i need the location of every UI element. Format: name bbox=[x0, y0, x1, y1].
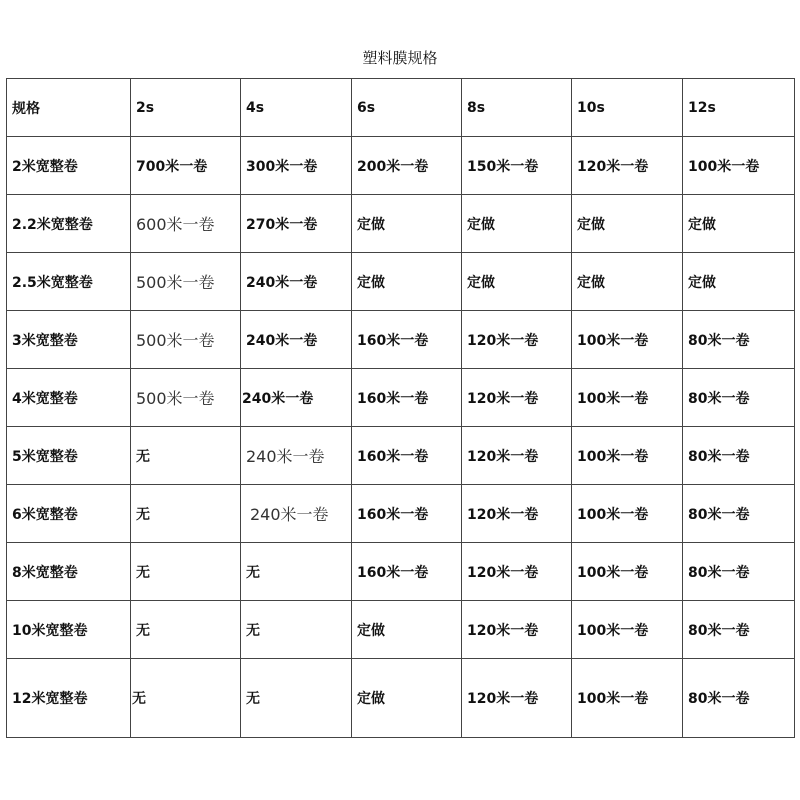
table-cell: 100米一卷 bbox=[683, 137, 795, 195]
table-cell: 2.5米宽整卷 bbox=[7, 253, 131, 311]
table-cell: 100米一卷 bbox=[572, 311, 683, 369]
table-row bbox=[7, 311, 795, 369]
table-cell: 150米一卷 bbox=[462, 137, 572, 195]
table-cell: 240米一卷 bbox=[241, 427, 352, 485]
header-cell: 2s bbox=[131, 79, 241, 137]
table-cell: 80米一卷 bbox=[683, 543, 795, 601]
page-title: 塑料膜规格 bbox=[362, 49, 438, 67]
header-cell: 12s bbox=[683, 79, 795, 137]
header-cell: 8s bbox=[462, 79, 572, 137]
table-cell: 120米一卷 bbox=[462, 601, 572, 659]
table-cell: 80米一卷 bbox=[683, 311, 795, 369]
header-cell: 4s bbox=[241, 79, 352, 137]
table-cell: 160米一卷 bbox=[352, 485, 462, 543]
table-cell: 定做 bbox=[352, 253, 462, 311]
table-cell: 100米一卷 bbox=[572, 485, 683, 543]
table-cell: 12米宽整卷 bbox=[7, 659, 131, 738]
table-cell: 160米一卷 bbox=[352, 311, 462, 369]
table-cell: 270米一卷 bbox=[241, 195, 352, 253]
table-cell: 700米一卷 bbox=[131, 137, 241, 195]
table-cell: 100米一卷 bbox=[572, 427, 683, 485]
table-cell: 120米一卷 bbox=[462, 427, 572, 485]
table-cell: 无 bbox=[131, 543, 241, 601]
table-cell: 定做 bbox=[352, 195, 462, 253]
table-cell: 240米一卷 bbox=[241, 253, 352, 311]
table-row bbox=[7, 137, 795, 195]
table-cell: 无 bbox=[241, 543, 352, 601]
table-cell: 定做 bbox=[572, 253, 683, 311]
table-cell: 160米一卷 bbox=[352, 369, 462, 427]
table-cell: 80米一卷 bbox=[683, 659, 795, 738]
table-cell: 8米宽整卷 bbox=[7, 543, 131, 601]
table-cell: 200米一卷 bbox=[352, 137, 462, 195]
table-cell: 120米一卷 bbox=[462, 543, 572, 601]
table-cell: 300米一卷 bbox=[241, 137, 352, 195]
table-cell: 240米一卷 bbox=[241, 369, 352, 427]
header-cell: 6s bbox=[352, 79, 462, 137]
table-cell: 500米一卷 bbox=[131, 253, 241, 311]
table-cell: 4米宽整卷 bbox=[7, 369, 131, 427]
table-cell: 100米一卷 bbox=[572, 369, 683, 427]
spec-table bbox=[6, 78, 795, 738]
table-cell: 80米一卷 bbox=[683, 601, 795, 659]
table-cell: 160米一卷 bbox=[352, 543, 462, 601]
table-cell: 80米一卷 bbox=[683, 485, 795, 543]
table-row bbox=[7, 427, 795, 485]
table-cell: 无 bbox=[241, 601, 352, 659]
table-cell: 无 bbox=[131, 601, 241, 659]
table-cell: 定做 bbox=[683, 195, 795, 253]
table-header-row bbox=[7, 79, 795, 137]
table-cell: 定做 bbox=[462, 253, 572, 311]
table-cell: 无 bbox=[131, 427, 241, 485]
table-cell: 6米宽整卷 bbox=[7, 485, 131, 543]
table-cell: 3米宽整卷 bbox=[7, 311, 131, 369]
table-cell: 120米一卷 bbox=[572, 137, 683, 195]
table-cell: 5米宽整卷 bbox=[7, 427, 131, 485]
table-row bbox=[7, 485, 795, 543]
table-cell: 无 bbox=[131, 659, 241, 738]
table-cell: 120米一卷 bbox=[462, 485, 572, 543]
table-cell: 80米一卷 bbox=[683, 369, 795, 427]
table-cell: 定做 bbox=[683, 253, 795, 311]
table-cell: 2米宽整卷 bbox=[7, 137, 131, 195]
table-cell: 100米一卷 bbox=[572, 601, 683, 659]
table-cell: 定做 bbox=[352, 601, 462, 659]
table-cell: 500米一卷 bbox=[131, 311, 241, 369]
table-cell: 160米一卷 bbox=[352, 427, 462, 485]
table-row bbox=[7, 253, 795, 311]
table-cell: 无 bbox=[241, 659, 352, 738]
table-cell: 100米一卷 bbox=[572, 659, 683, 738]
table-cell: 240米一卷 bbox=[241, 311, 352, 369]
table-cell: 120米一卷 bbox=[462, 659, 572, 738]
table-cell: 80米一卷 bbox=[683, 427, 795, 485]
table-cell: 120米一卷 bbox=[462, 369, 572, 427]
header-cell: 10s bbox=[572, 79, 683, 137]
header-cell: 规格 bbox=[7, 79, 131, 137]
table-cell: 120米一卷 bbox=[462, 311, 572, 369]
table-cell: 500米一卷 bbox=[131, 369, 241, 427]
table-cell: 定做 bbox=[462, 195, 572, 253]
table-cell: 2.2米宽整卷 bbox=[7, 195, 131, 253]
table-cell: 10米宽整卷 bbox=[7, 601, 131, 659]
table-row bbox=[7, 195, 795, 253]
table-cell: 无 bbox=[131, 485, 241, 543]
table-row bbox=[7, 659, 795, 738]
table-cell: 定做 bbox=[572, 195, 683, 253]
table-cell: 600米一卷 bbox=[131, 195, 241, 253]
table-cell: 100米一卷 bbox=[572, 543, 683, 601]
table-row bbox=[7, 543, 795, 601]
table-cell: 定做 bbox=[352, 659, 462, 738]
table-row bbox=[7, 601, 795, 659]
table-cell: 240米一卷 bbox=[241, 485, 352, 543]
table-row bbox=[7, 369, 795, 427]
